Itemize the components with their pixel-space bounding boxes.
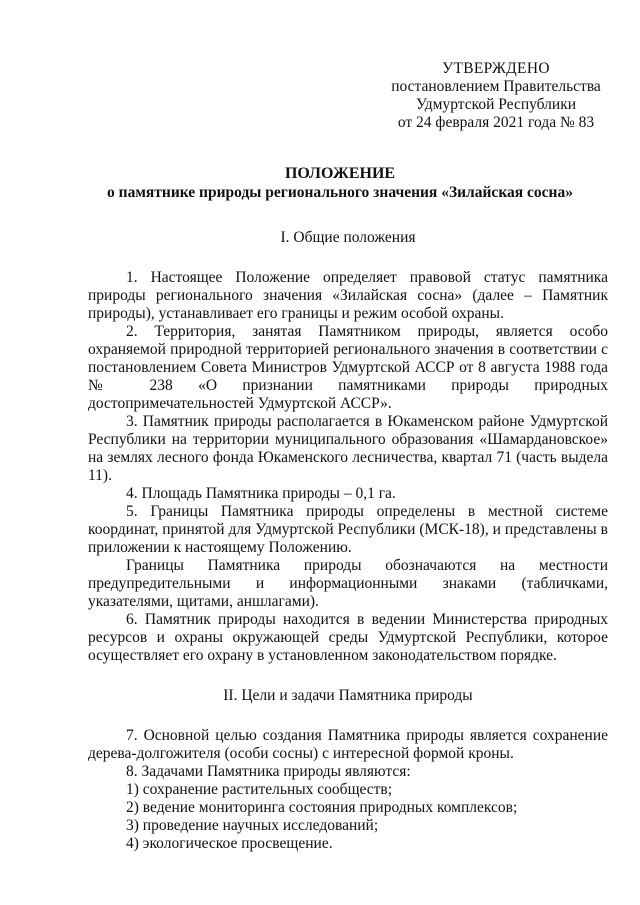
approval-line: Удмуртской Республики	[415, 96, 577, 113]
document-title	[60, 164, 620, 202]
approval-stamp	[380, 60, 612, 132]
paragraph: 1. Настоящее Положение определяет правовой статус памятника природы регионального значения «Зилайская сосна» (далее – Памятник природы), устанавливает его границы и режим особой охраны.	[88, 269, 608, 322]
paragraph: 3. Памятник природы располагается в Юкаменском районе Удмуртской Республики на территории муниципального образования «Шамардановское» на землях лесного фонда Юкаменского лесничества, квартал 71 (часть выдела 11).	[88, 413, 608, 484]
paragraph: 7. Основной целью создания Памятника природы является сохранение дерева-долгожителя (особи сосны) с интересной формой кроны.	[88, 727, 608, 762]
paragraph: 2. Территория, занятая Памятником природы, является особо охраняемой природной территорией регионального значения в соответствии с постановлением Совета Министров Удмуртской АССР от 8 августа 1988 года № 238 «О признании памятниками природы природных достопримечательностей Удмуртской АССР».	[88, 323, 608, 412]
paragraph: 8. Задачами Памятника природы являются:	[126, 763, 411, 780]
approval-line: постановлением Правительства	[391, 78, 601, 95]
section-heading: I. Общие положения	[280, 229, 416, 246]
title-sub: о памятнике природы регионального значения «Зилайская сосна»	[107, 184, 573, 201]
paragraph: 6. Памятник природы находится в ведении Министерства природных ресурсов и охраны окружающей среды Удмуртской Республики, которое осуществляет его охрану в установленном законодательством порядке.	[88, 611, 608, 664]
approval-heading: УТВЕРЖДЕНО	[442, 60, 550, 77]
paragraph: 5. Границы Памятника природы определены в местной системе координат, принятой для Удмуртской Республики (МСК-18), и представлены в приложении к настоящему Положению.	[88, 503, 608, 556]
title-main: ПОЛОЖЕНИЕ	[284, 165, 396, 182]
list-item: 4) экологическое просвещение.	[126, 835, 333, 852]
list-item: 3) проведение научных исследований;	[126, 817, 379, 834]
paragraph: 4. Площадь Памятника природы – 0,1 га.	[126, 485, 396, 502]
section-heading: II. Цели и задачи Памятника природы	[223, 687, 473, 704]
paragraph: Границы Памятника природы обозначаются на местности предупредительными и информационными знаками (табличками, указателями, щитами, аншлагами).	[88, 557, 608, 610]
list-item: 1) сохранение растительных сообществ;	[126, 781, 393, 798]
document-body	[88, 229, 608, 853]
list-item: 2) ведение мониторинга состояния природных комплексов;	[126, 799, 518, 816]
approval-line: от 24 февраля 2021 года № 83	[397, 114, 595, 131]
